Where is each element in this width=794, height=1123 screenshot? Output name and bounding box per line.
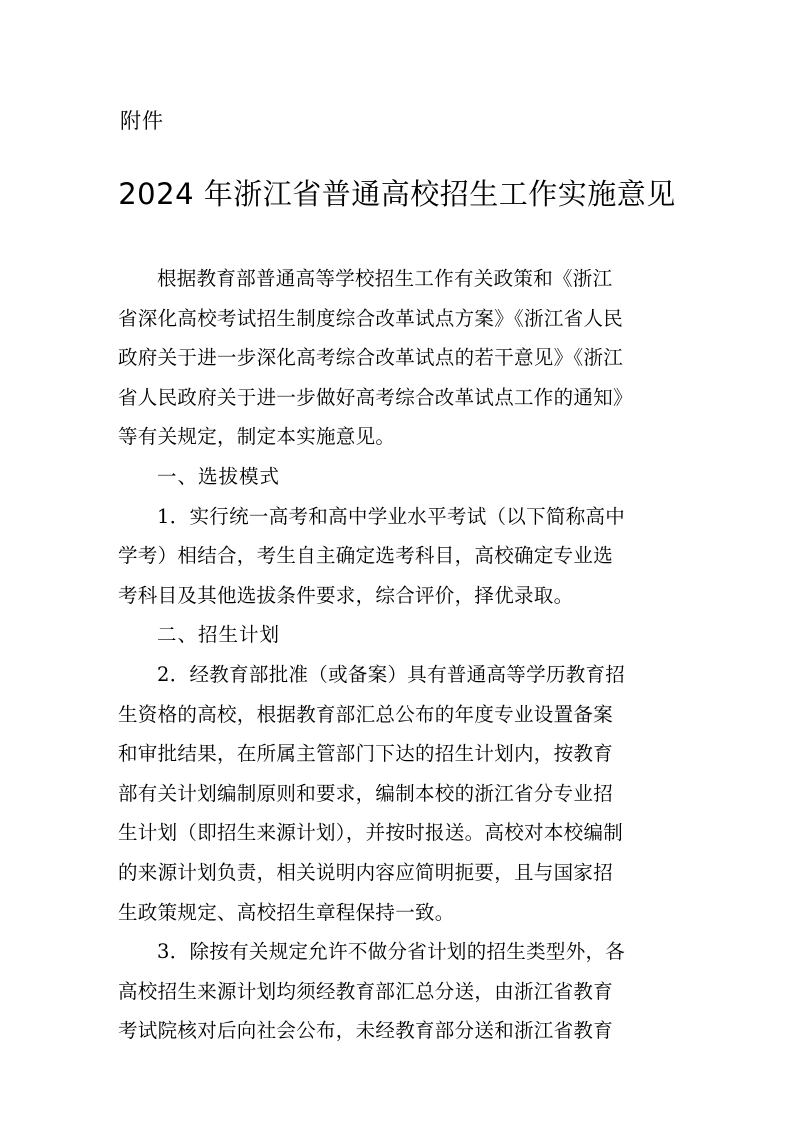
text-line: 生政策规定、高校招生章程保持一致。 [118,900,455,924]
text-line: 1．实行统一高考和高中学业水平考试（以下简称高中 [157,504,626,528]
text-line: 等有关规定，制定本实施意见。 [118,425,396,449]
section-heading-selection-mode: 一、选拔模式 [157,464,281,488]
section-heading-enrollment-plan: 二、招生计划 [157,623,281,647]
text-line: 和审批结果，在所属主管部门下达的招生计划内，按教育 [118,742,614,766]
text-line: 根据教育部普通高等学校招生工作有关政策和《浙江 [157,267,613,290]
text-line: 的来源计划负责，相关说明内容应简明扼要，且与国家招 [118,860,614,884]
attachment-label: 附件 [120,109,164,133]
paragraph-item-2 [118,655,666,932]
text-line: 政府关于进一步深化高考综合改革试点的若干意见》《浙江 [118,346,624,370]
paragraph-item-1 [118,497,666,616]
text-line: 省人民政府关于进一步做好高考综合改革试点工作的通知》 [118,385,633,409]
intro-paragraph [118,259,666,457]
text-line: 部有关计划编制原则和要求，编制本校的浙江省分专业招 [118,781,614,805]
paragraph-item-3 [118,932,666,1051]
text-line: 考试院核对后向社会公布，未经教育部分送和浙江省教育 [118,1019,614,1043]
text-line: 生计划（即招生来源计划），并按时报送。高校对本校编制 [118,821,624,845]
text-line: 高校招生来源计划均须经教育部汇总分送，由浙江省教育 [118,979,614,1003]
text-line: 省深化高校考试招生制度综合改革试点方案》《浙江省人民 [118,306,624,330]
document-body [118,259,666,1051]
document-title: 2024 年浙江省普通高校招生工作实施意见 [118,177,676,211]
text-line: 生资格的高校，根据教育部汇总公布的年度专业设置备案 [118,702,614,726]
text-line: 2．经教育部批准（或备案）具有普通高等学历教育招 [157,662,626,686]
text-line: 考科目及其他选拔条件要求，综合评价，择优录取。 [118,583,574,607]
text-line: 3．除按有关规定允许不做分省计划的招生类型外，各 [157,940,626,964]
text-line: 学考）相结合，考生自主确定选考科目，高校确定专业选 [118,544,614,568]
